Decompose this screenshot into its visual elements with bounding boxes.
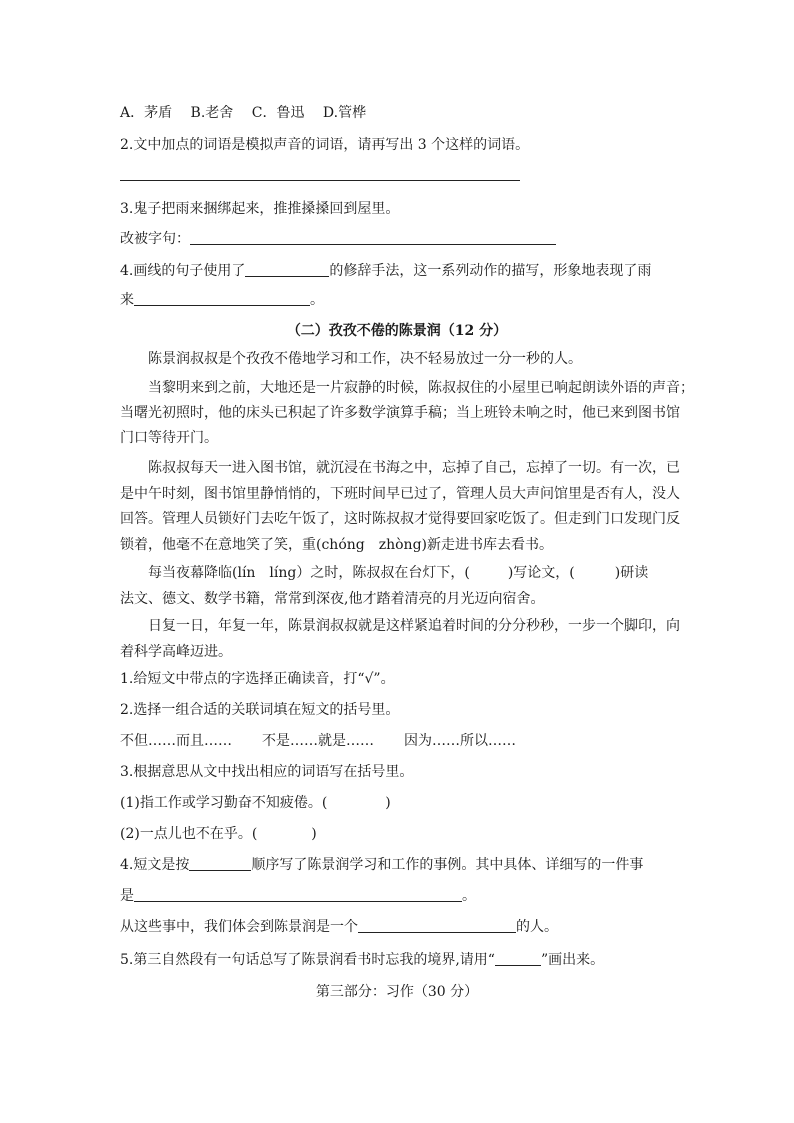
s4-text-c: 是 xyxy=(120,888,134,904)
q1-options: A．茅盾 B.老舍 C．鲁迅 D.管桦 xyxy=(120,105,367,121)
sub-question-2: 2.选择一组合适的关联词填在短文的括号里。 xyxy=(120,702,400,718)
q4-text-a: 4.画线的句子使用了 xyxy=(120,263,246,279)
p4-text-c: )研读 xyxy=(614,565,649,581)
sub-question-4-line1 xyxy=(120,856,643,874)
q3-answer-row xyxy=(120,230,556,248)
passage-p2-line1: 当黎明来到之前，大地还是一片寂静的时候，陈叔叔住的小屋里已响起朗读外语的声音； xyxy=(148,380,694,396)
s4-text-a: 4.短文是按 xyxy=(120,857,190,873)
passage-p2-line3: 门口等待开门。 xyxy=(120,430,218,446)
passage-p3-line3: 回答。管理人员锁好门去吃午饭了，这时陈叔叔才觉得要回家吃饭了。但走到门口发现门反 xyxy=(120,511,680,527)
s4-text-d: 。 xyxy=(462,888,476,904)
q4-text-c: 来 xyxy=(120,292,134,308)
passage-p3-line1: 陈叔叔每天一进入图书馆，就沉浸在书海之中，忘掉了自己，忘掉了一切。有一次，已 xyxy=(148,460,680,476)
question-4-line1 xyxy=(120,262,651,280)
sub-question-3: 3.根据意思从文中找出相应的词语写在括号里。 xyxy=(120,764,414,780)
s3-2-text: (2)一点儿也不在乎。( xyxy=(120,826,258,842)
connective-option-2[interactable]: 不是……就是…… xyxy=(262,733,374,749)
passage-p4-line1 xyxy=(148,564,648,582)
part-3-heading: 第三部分：习作（30 分） xyxy=(315,984,479,1000)
section-title: （二）孜孜不倦的陈景润（12 分） xyxy=(286,323,508,339)
passage-p5-line2: 着科学高峰迈进。 xyxy=(120,644,232,660)
s4-blank-quality[interactable] xyxy=(358,918,516,933)
s5-text-b: ”画出来。 xyxy=(540,952,605,968)
sub-question-4-line3 xyxy=(120,918,558,936)
q3-label: 改被字句： xyxy=(120,231,190,247)
p4-text-a: 每当夜幕降临(lín líng）之时，陈叔叔在台灯下，( xyxy=(148,565,470,581)
s3-1-text: (1)指工作或学习勤奋不知疲倦。( xyxy=(120,795,328,811)
question-4-line2 xyxy=(120,291,324,309)
p4-text-b: )写论文，( xyxy=(507,565,575,581)
connective-options-row xyxy=(120,732,516,750)
s4-blank-event[interactable] xyxy=(134,887,462,902)
passage-p3-line4: 锁着，他毫不在意地笑了笑，重(chóng zhòng)新走进书库去看书。 xyxy=(120,537,553,553)
connective-option-3[interactable]: 因为……所以…… xyxy=(404,733,516,749)
q4-blank-rhetoric[interactable] xyxy=(245,262,329,277)
question-3: 3.鬼子把雨来捆绑起来，推推搡搡回到屋里。 xyxy=(120,201,400,217)
sub-question-4-line2 xyxy=(120,887,476,905)
s3-1-close: ) xyxy=(385,795,391,811)
s3-2-close: ) xyxy=(311,826,317,842)
s4-text-f: 的人。 xyxy=(516,919,558,935)
s5-blank-underline[interactable] xyxy=(495,951,541,966)
q3-answer-blank[interactable] xyxy=(190,230,556,245)
passage-p4-line2: 法文、德文、数学书籍，常常到深夜,他才踏着清亮的月光迈向宿舍。 xyxy=(120,591,545,607)
connective-option-1[interactable]: 不但……而且…… xyxy=(120,733,232,749)
sub-question-5 xyxy=(120,951,604,969)
sub-question-3-1 xyxy=(120,794,391,812)
s4-text-b: 顺序写了陈景润学习和工作的事例。其中具体、详细写的一件事 xyxy=(251,857,644,873)
question-2: 2.文中加点的词语是模拟声音的词语，请再写出 3 个这样的词语。 xyxy=(120,137,530,153)
sub-question-3-2 xyxy=(120,825,317,843)
sub-question-1: 1.给短文中带点的字选择正确读音，打“√”。 xyxy=(120,671,395,687)
answer-line-q2[interactable] xyxy=(120,180,520,181)
s4-blank-order[interactable] xyxy=(189,856,251,871)
q4-text-d: 。 xyxy=(310,292,324,308)
passage-p2-line2: 当曙光初照时，他的床头已积起了许多数学演算手稿；当上班铃未响之时，他已来到图书馆 xyxy=(120,405,680,421)
passage-p1: 陈景润叔叔是个孜孜不倦地学习和工作，决不轻易放过一分一秒的人。 xyxy=(148,351,582,367)
q4-text-b: 的修辞手法，这一系列动作的描写，形象地表现了雨 xyxy=(329,263,652,279)
s5-text-a: 5.第三自然段有一句话总写了陈景润看书时忘我的境界,请用“ xyxy=(120,952,495,968)
q4-blank-character[interactable] xyxy=(134,291,310,306)
s4-text-e: 从这些事中，我们体会到陈景润是一个 xyxy=(120,919,358,935)
passage-p3-line2: 是中午时刻，图书馆里静悄悄的，下班时间早已过了，管理人员大声问馆里是否有人，没人 xyxy=(120,486,680,502)
passage-p5-line1: 日复一日，年复一年，陈景润叔叔就是这样紧追着时间的分分秒秒，一步一个脚印，向 xyxy=(148,618,680,634)
